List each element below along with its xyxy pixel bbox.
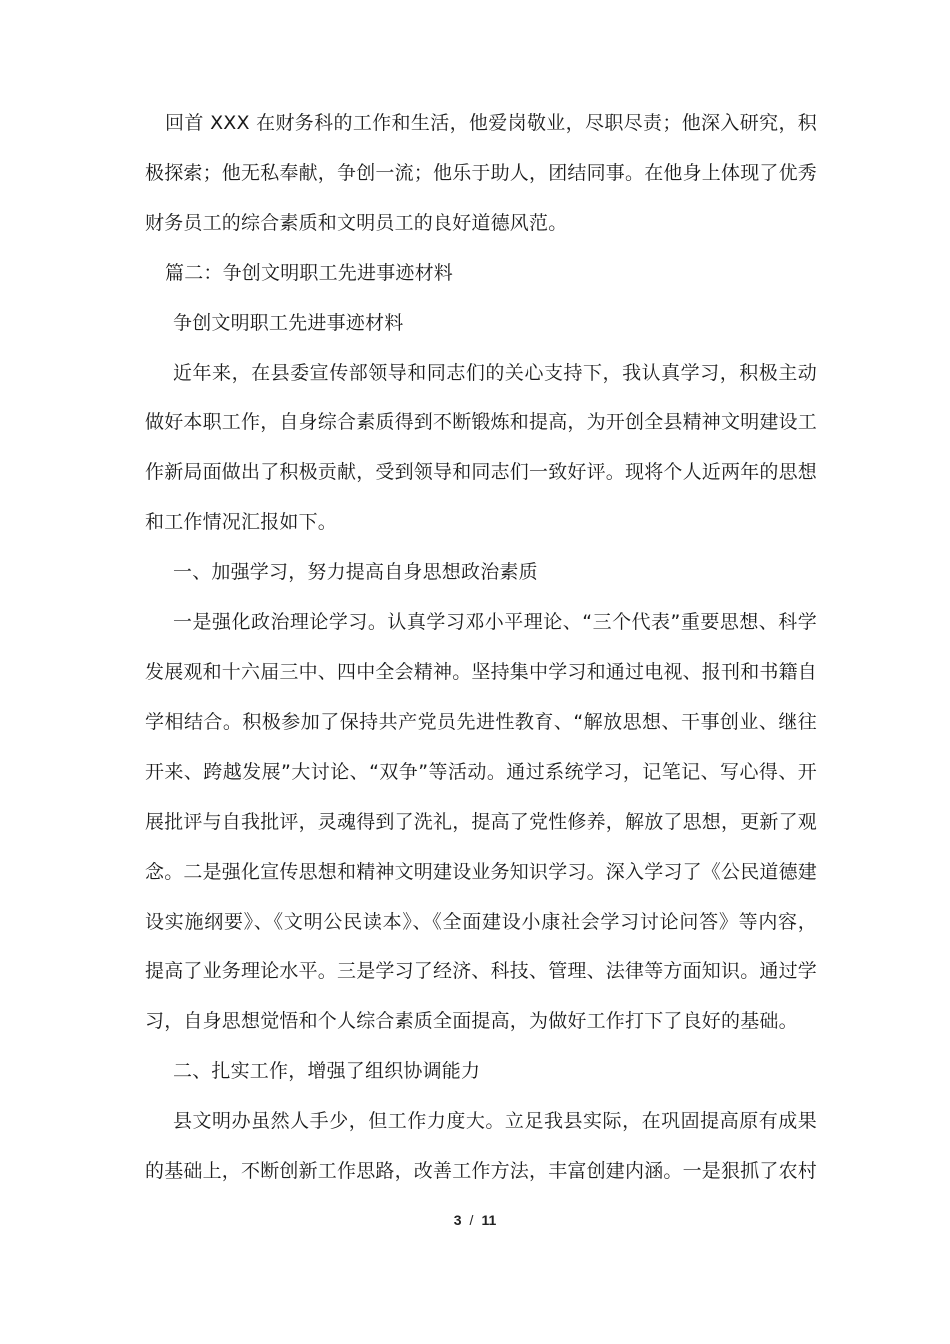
total-pages-number: 11 (481, 1212, 497, 1228)
heading-section-two: 二、扎实工作，增强了组织协调能力 (173, 1060, 481, 1083)
paragraph-study: 一是强化政治理论学习。认真学习邓小平理论、“三个代表”重要思想、科学发展观和十六届三中、四中全会精神。坚持集中学习和通过电视、报刊和书籍自学相结合。积极参加了保持共产党员先进性教育、“解放思想、干事创业、继往开来、跨越发展”大讨论、“双争”等活动。通过系统学习，记笔记、写心得、开展批评与自我批评，灵魂得到了洗礼，提高了党性修养，解放了思想，更新了观念。二是强化宣传思想和精神文明建设业务知识学习。深入学习了《公民道德建设实施纲要》、《文明公民读本》、《全面建设小康社会学习讨论问答》等内容，提高了业务理论水平。三是学习了经济、科技、管理、法律等方面知识。通过学习，自身思想觉悟和个人综合素质全面提高，为做好工作打下了良好的基础。 (145, 611, 818, 1033)
section-title-part-two: 篇二：争创文明职工先进事迹材料 (165, 261, 454, 284)
heading-section-one: 一、加强学习，努力提高自身思想政治素质 (173, 561, 538, 584)
current-page-number: 3 (453, 1212, 462, 1228)
paragraph-intro: 近年来，在县委宣传部领导和同志们的关心支持下，我认真学习，积极主动做好本职工作，自身综合素质得到不断锻炼和提高，为开创全县精神文明建设工作新局面做出了积极贡献，受到领导和同志们一致好评。现将个人近两年的思想和工作情况汇报如下。 (145, 361, 818, 534)
article-title: 争创文明职工先进事迹材料 (173, 311, 404, 334)
page-separator: / (469, 1212, 474, 1228)
page-number-footer (0, 1212, 950, 1228)
paragraph-summary: 回首 XXX 在财务科的工作和生活，他爱岗敬业，尽职尽责；他深入研究，积极探索；他无私奉献，争创一流；他乐于助人，团结同事。在他身上体现了优秀财务员工的综合素质和文明员工的良好道德风范。 (145, 112, 818, 234)
document-body (145, 99, 817, 1197)
paragraph-work: 县文明办虽然人手少，但工作力度大。立足我县实际，在巩固提高原有成果的基础上，不断创新工作思路，改善工作方法，丰富创建内涵。一是狠抓了农村 (145, 1110, 818, 1183)
